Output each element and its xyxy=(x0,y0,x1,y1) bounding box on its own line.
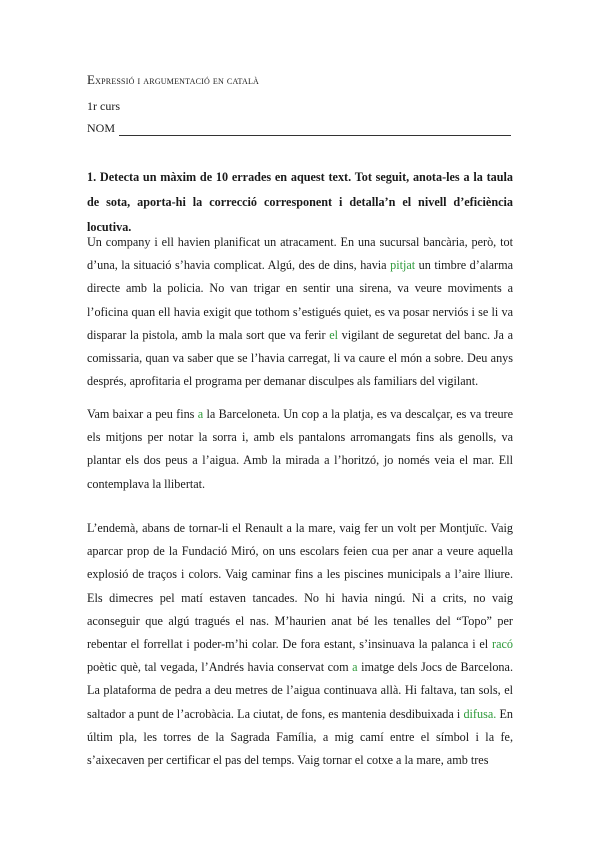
task-instruction: 1. Detecta un màxim de 10 errades en aquest text. Tot seguit, anota-les a la taula de sota, aporta-hi la correcció corresponent i detalla’n el nivell d’eficiència locutiva. xyxy=(87,170,513,234)
highlighted-error: pitjat xyxy=(390,258,416,273)
course-label: 1r curs xyxy=(87,99,120,113)
text-segment: imatge dels Jocs de Barcelona. La plataforma de pedra a deu metres de l’aigua continuava allà. Hi faltava, tan sols, el saltador a punt de l’acrobàcia. La ciutat, de fons, es mantenia desdibuixada i xyxy=(87,660,513,721)
highlighted-error: a xyxy=(197,407,204,421)
text-segment: poètic què, tal vegada, l’Andrés havia conservat com xyxy=(87,660,353,675)
name-field xyxy=(87,121,511,136)
text-segment: Un company i ell havien planificat un atracament. En una sucursal bancària, però, tot d’una, la situació s’havia complicat. Algú, des de dins, havia xyxy=(87,235,513,273)
name-underline xyxy=(119,125,511,136)
text-segment: Vam baixar a peu fins xyxy=(87,407,198,421)
title-initial: E xyxy=(87,72,96,87)
text-segment: la Barceloneta. Un cop a la platja, es va descalçar, es va treure els mitjons per notar la sorra i, amb els pantalons arromangats fins als genolls, va plantar els dos peus a l’aigua. Amb la mirada a l’horitzó, jo només veia el mar. Ell contemplava la llibertat. xyxy=(87,407,514,491)
title-rest: xpressió i argumentació en català xyxy=(95,75,260,87)
paragraph-3 xyxy=(87,517,513,772)
highlighted-error: a xyxy=(352,660,358,675)
text-segment: vigilant de seguretat del banc. Ja a comissaria, quan va saber que se l’havia carregat, li va caure el món a sobre. Deu anys després, aprofitaria el programa per demanar disculpes als familiars del vigilant. xyxy=(87,327,513,389)
highlighted-error: racó xyxy=(492,637,513,652)
name-label: NOM xyxy=(87,121,116,135)
text-segment: En últim pla, les torres de la Sagrada Família, a mig camí entre el símbol i la fe, s’aixecaven per certificar el pas del temps. Vaig tornar el cotxe a la mare, amb tres xyxy=(87,706,513,768)
highlighted-error: el xyxy=(329,327,338,342)
highlighted-error: difusa. xyxy=(463,706,497,721)
paragraph-1 xyxy=(87,231,513,393)
paragraph-2 xyxy=(87,403,513,496)
document-title xyxy=(87,72,259,88)
text-segment: un timbre d’alarma directe amb la policia. No van trigar en sentir una sirena, va veure moviments a l’oficina quan ell havia exigit que tothom s’estigués quiet, es va posar nerviós i se li va disparar la pistola, amb la mala sort que va ferir xyxy=(87,258,513,342)
text-segment: L’endemà, abans de tornar-li el Renault a la mare, vaig fer un volt per Montjuïc. Vaig aparcar prop de la Fundació Miró, on uns escolars feien cua per anar a veure aquella explosió de traços i colors. Vaig caminar fins a les piscines municipals a l’aire lliure. Els dimecres pel matí estaven tancades. No hi havia ningú. Ni a crits, no vaig aconseguir que algú tragués el nas. M’haurien anat bé les tenalles del “Topo” per rebentar el forrellat i poder-m’hi colar. De fora estant, s’insinuava la palanca i el xyxy=(87,521,513,652)
